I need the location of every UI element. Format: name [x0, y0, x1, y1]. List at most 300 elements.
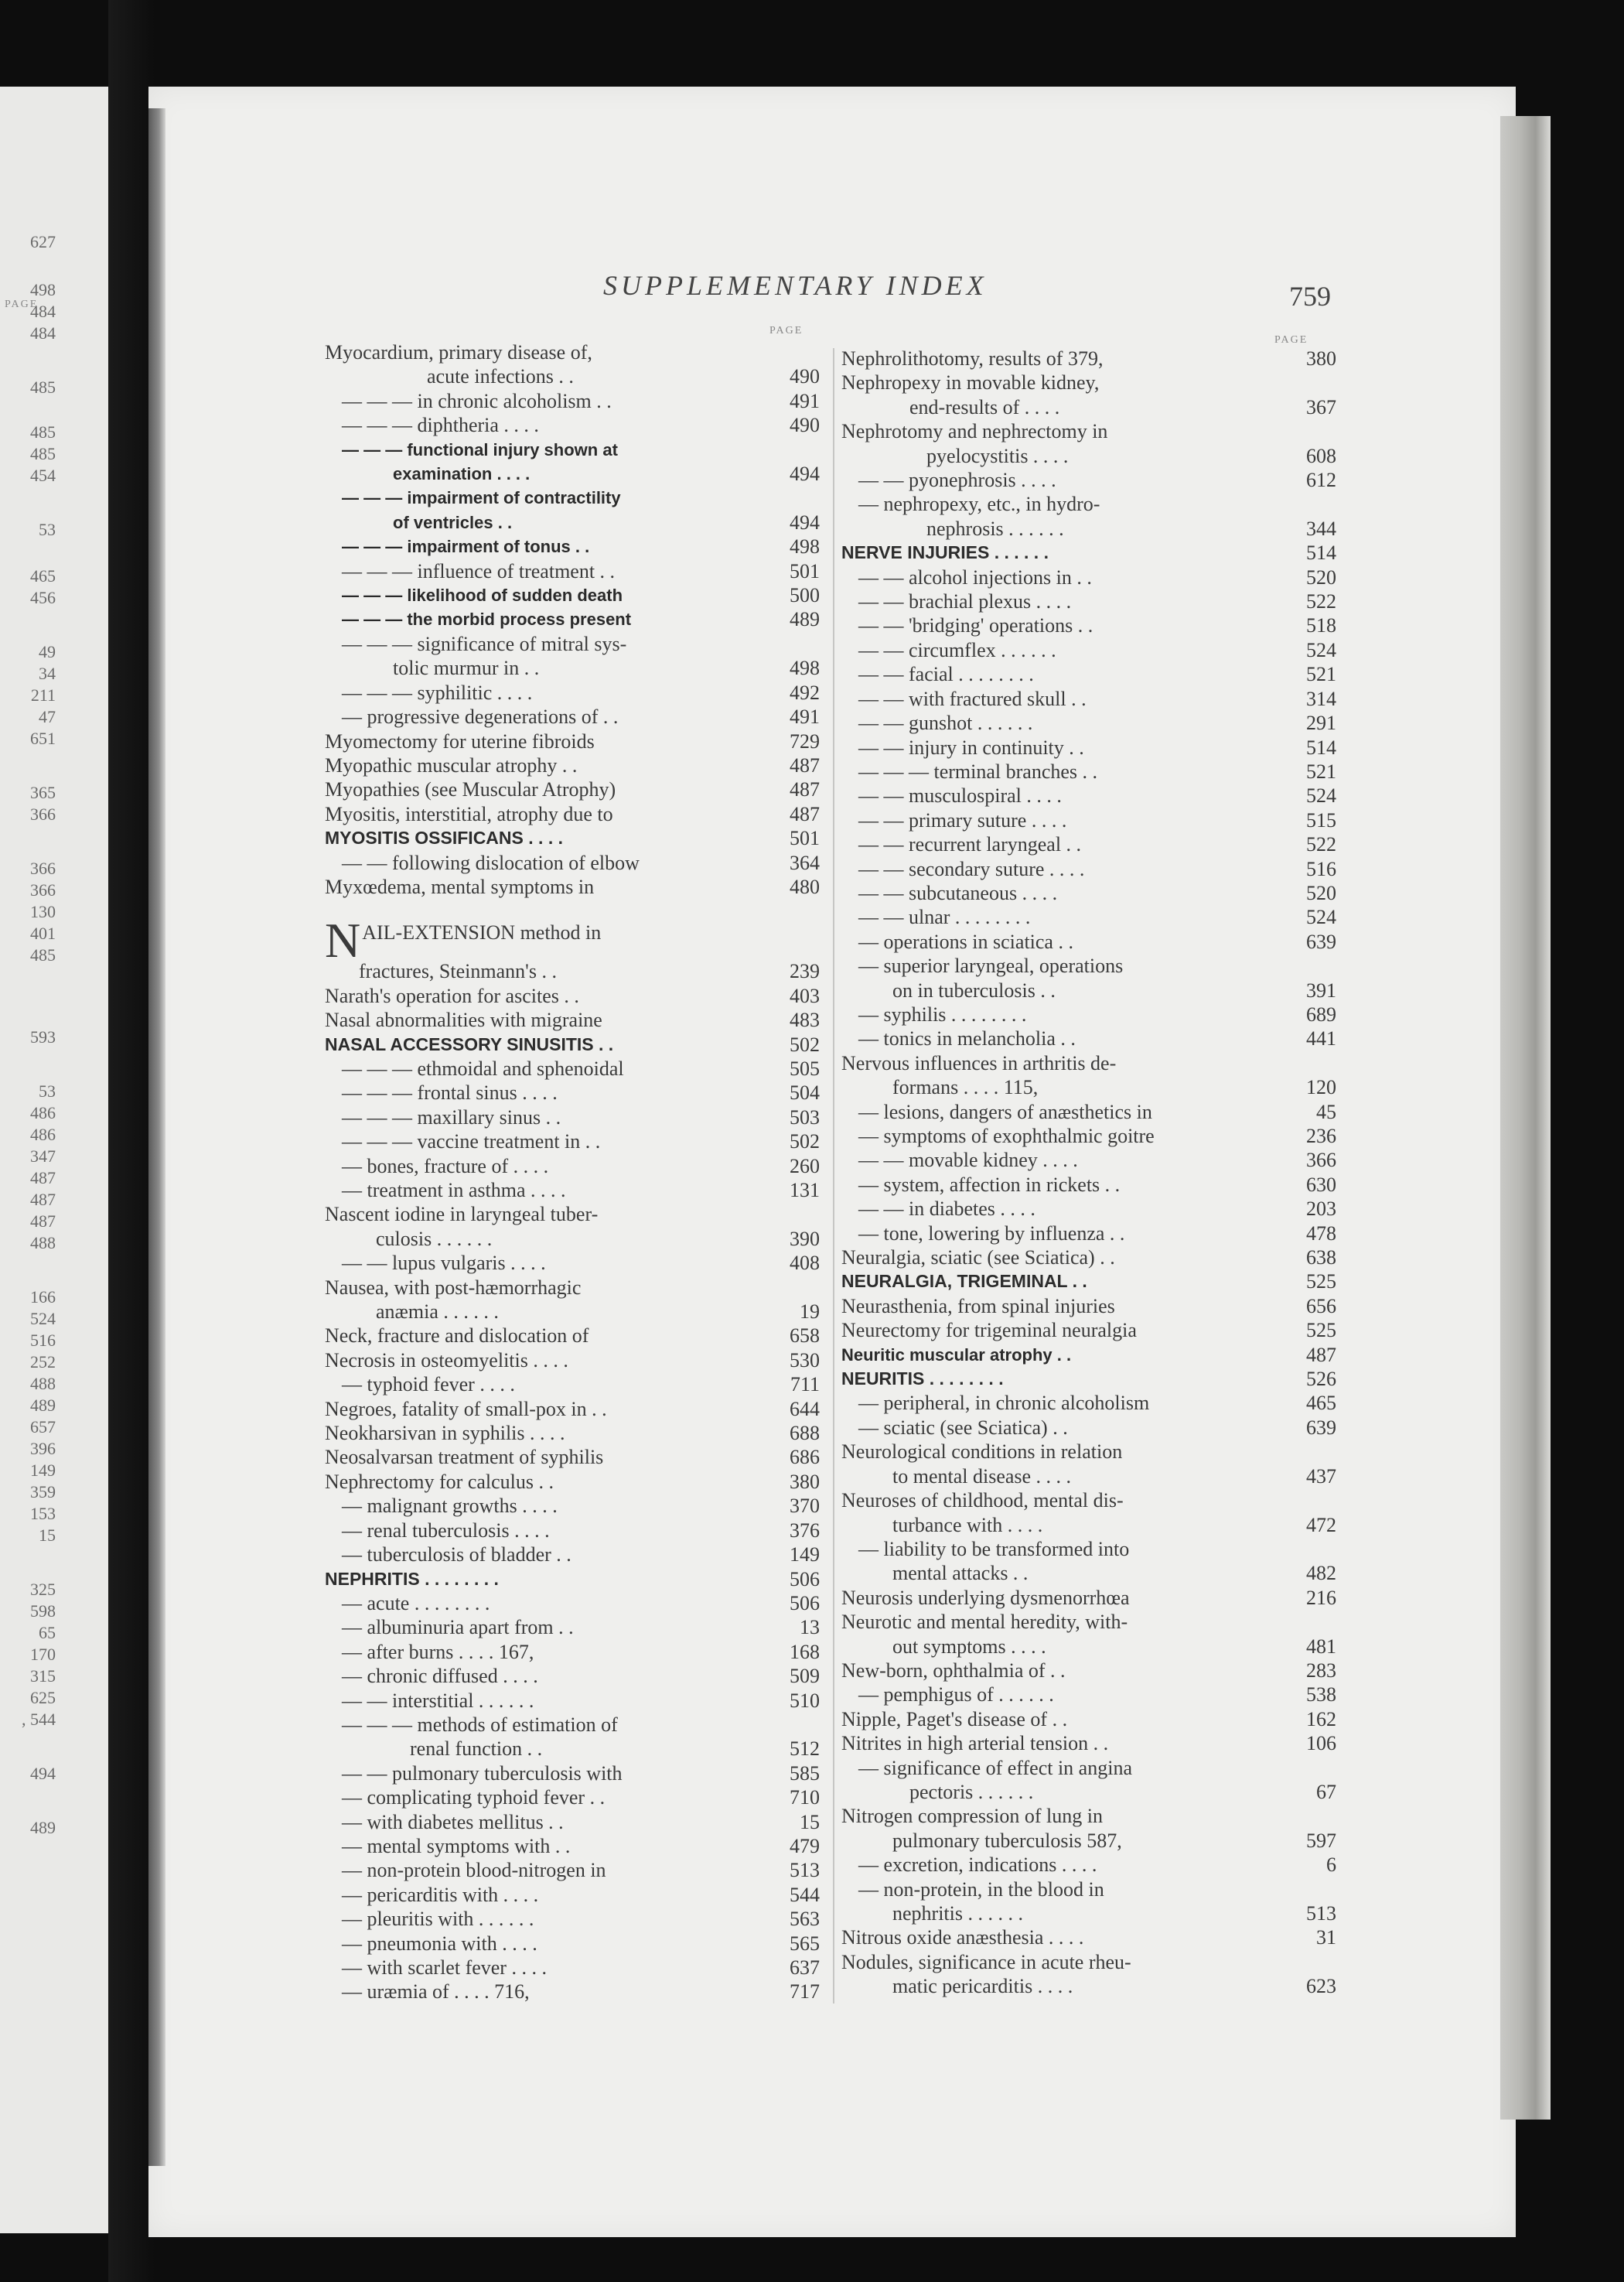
entry-label: AIL-EXTENSION method in: [362, 921, 602, 945]
drop-cap: N: [325, 921, 361, 960]
index-entry: [841, 1561, 1336, 1585]
entry-label: — with diabetes mellitus . .: [342, 1810, 564, 1833]
index-entry: [325, 1445, 820, 1469]
index-entry: [325, 1470, 820, 1494]
entry-page-ref: 505: [790, 1057, 820, 1080]
entry-label: — acute . . . . . . . .: [342, 1591, 490, 1614]
index-entry: [325, 462, 820, 486]
entry-page-ref: 441: [1306, 1027, 1336, 1050]
index-entry: [325, 364, 820, 388]
entry-page-ref: 565: [790, 1932, 820, 1955]
index-entry: [841, 930, 1336, 954]
left-page-number: 166: [30, 1287, 56, 1307]
entry-page-ref: 364: [790, 851, 820, 874]
entry-label: — bones, fracture of . . . .: [342, 1154, 549, 1177]
entry-page-ref: 689: [1306, 1003, 1336, 1026]
entry-label: nephritis . . . . . .: [892, 1902, 1023, 1925]
index-entry: [325, 583, 820, 607]
entry-page-ref: 500: [790, 584, 820, 607]
entry-label: — symptoms of exophthalmic goitre: [858, 1125, 1155, 1147]
left-page-number: 366: [30, 880, 56, 900]
entry-page-ref: 478: [1306, 1221, 1336, 1245]
entry-label: — — alcohol injections in . .: [858, 565, 1092, 589]
entry-label: Neosalvarsan treatment of syphilis: [325, 1446, 604, 1469]
entry-label: Neuroses of childhood, mental dis-: [841, 1489, 1124, 1512]
index-entry: [841, 1513, 1336, 1537]
entry-label: — lesions, dangers of anæsthetics in: [858, 1100, 1152, 1123]
index-entry: [325, 607, 820, 631]
entry-label: Myomectomy for uterine fibroids: [325, 729, 595, 753]
index-entry: [325, 1324, 820, 1348]
left-col-page-head: PAGE: [769, 325, 803, 336]
entry-text: [841, 1051, 1336, 1075]
entry-label: — — brachial plexus . . . .: [858, 590, 1072, 613]
entry-label: — — secondary suture . . . .: [858, 857, 1085, 880]
entry-page-ref: 168: [790, 1640, 820, 1663]
entry-page-ref: 344: [1306, 517, 1336, 540]
index-entry: [325, 1980, 820, 2004]
entry-page-ref: 437: [1306, 1464, 1336, 1488]
index-entry: [841, 565, 1336, 589]
entry-label: — — — likelihood of sudden death: [342, 586, 623, 606]
entry-label: — progressive degenerations of . .: [342, 705, 619, 729]
left-page-number: 593: [30, 1027, 56, 1047]
left-page-number: 401: [30, 924, 56, 943]
entry-page-ref: 711: [790, 1373, 820, 1396]
column-divider: [833, 348, 834, 2004]
entry-page-ref: 490: [790, 414, 820, 437]
index-entry: [325, 921, 820, 959]
left-page-number: 487: [30, 1211, 56, 1231]
index-entry: [841, 1318, 1336, 1342]
entry-text: [841, 1804, 1336, 1828]
index-entry: [325, 1105, 820, 1129]
entry-page-ref: 524: [1306, 784, 1336, 808]
entry-page-ref: 19: [800, 1300, 820, 1324]
index-entry: [841, 1075, 1336, 1099]
entry-label: Nephrolithotomy, results of 379,: [841, 347, 1104, 370]
left-page-number: 486: [30, 1125, 56, 1144]
entry-label: — — interstitial . . . . . .: [342, 1689, 534, 1712]
entry-page-ref: 483: [790, 1009, 820, 1032]
entry-page-ref: 717: [790, 1980, 820, 2004]
index-entry: [325, 632, 820, 656]
page-number: 759: [1289, 281, 1331, 312]
entry-page-ref: 494: [790, 463, 820, 486]
entry-page-ref: 472: [1306, 1513, 1336, 1536]
entry-text: [841, 419, 1336, 443]
entry-label: pulmonary tuberculosis 587,: [892, 1829, 1122, 1852]
entry-label: pectoris . . . . . .: [909, 1780, 1034, 1803]
entry-page-ref: 149: [790, 1543, 820, 1566]
index-entry: [325, 1542, 820, 1566]
entry-page-ref: 522: [1306, 833, 1336, 856]
entry-text: [841, 1488, 1336, 1512]
entry-page-ref: 366: [1306, 1149, 1336, 1172]
index-entry: [841, 1731, 1336, 1755]
entry-page-ref: 644: [790, 1397, 820, 1420]
index-entry: [325, 1397, 820, 1421]
entry-label: anæmia . . . . . .: [376, 1300, 499, 1324]
entry-text: [325, 632, 820, 656]
entry-page-ref: 509: [790, 1665, 820, 1688]
entry-page-ref: 391: [1306, 979, 1336, 1002]
entry-page-ref: 67: [1316, 1780, 1336, 1803]
entry-page-ref: 538: [1306, 1683, 1336, 1706]
entry-label: Myositis, interstitial, atrophy due to: [325, 802, 613, 825]
entry-page-ref: 612: [1306, 469, 1336, 492]
index-entry: [325, 802, 820, 826]
index-entry: [841, 589, 1336, 613]
entry-page-ref: 45: [1316, 1100, 1336, 1123]
entry-page-ref: 630: [1306, 1173, 1336, 1196]
left-page-head: PAGE: [5, 299, 39, 310]
left-page-number: 487: [30, 1190, 56, 1209]
page-stack-edge: [1500, 116, 1551, 2120]
entry-label: — — — functional injury shown at: [342, 439, 618, 459]
entry-label: — complicating typhoid fever . .: [342, 1786, 606, 1809]
entry-page-ref: 489: [790, 608, 820, 631]
index-entry: [841, 1197, 1336, 1221]
left-page-number: 456: [30, 588, 56, 607]
index-entry: [841, 1925, 1336, 1949]
entry-label: — — — vaccine treatment in . .: [342, 1130, 601, 1153]
left-page-number: 494: [30, 1764, 56, 1783]
index-entry: [325, 486, 820, 510]
left-page-numbers: [0, 87, 60, 2233]
index-entry: [841, 832, 1336, 856]
entry-text: [841, 1537, 1336, 1561]
index-column-left: [325, 340, 820, 2004]
entry-label: of ventricles . .: [393, 512, 513, 532]
left-page-number: 498: [30, 280, 56, 299]
entry-label: — — injury in continuity . .: [858, 736, 1084, 759]
index-entry: [841, 1537, 1336, 1561]
entry-page-ref: 639: [1306, 1416, 1336, 1439]
entry-label: — — movable kidney . . . .: [858, 1149, 1078, 1172]
index-entry: [325, 681, 820, 705]
entry-text: [841, 1756, 1336, 1780]
entry-label: — — with fractured skull . .: [858, 687, 1087, 710]
entry-label: — — — in chronic alcoholism . .: [342, 389, 612, 412]
index-entry: [841, 1635, 1336, 1659]
entry-label: Neurosis underlying dysmenorrhœa: [841, 1586, 1130, 1609]
entry-text: [841, 1877, 1336, 1901]
entry-page-ref: 656: [1306, 1294, 1336, 1317]
entry-page-ref: 506: [790, 1567, 820, 1590]
entry-text: [841, 1440, 1336, 1464]
entry-page-ref: 524: [1306, 906, 1336, 929]
left-page-number: 485: [30, 444, 56, 463]
entry-page-ref: 380: [1306, 347, 1336, 370]
entry-page-ref: 525: [1306, 1319, 1336, 1342]
index-entry: [325, 1033, 820, 1057]
entry-label: NERVE INJURIES . . . . . .: [841, 542, 1049, 563]
left-page-number: 651: [30, 729, 56, 748]
entry-page-ref: 479: [790, 1834, 820, 1857]
index-entry: [325, 1785, 820, 1809]
index-entry: [841, 1950, 1336, 1974]
entry-page-ref: 203: [1306, 1197, 1336, 1221]
index-entry: [325, 1883, 820, 1907]
entry-label: MYOSITIS OSSIFICANS . . . .: [325, 828, 563, 849]
left-page-number: 365: [30, 783, 56, 802]
entry-page-ref: 563: [790, 1908, 820, 1931]
entry-page-ref: 120: [1306, 1076, 1336, 1099]
entry-page-ref: 521: [1306, 760, 1336, 783]
entry-page-ref: 216: [1306, 1586, 1336, 1609]
index-entry: [841, 1391, 1336, 1415]
entry-page-ref: 498: [790, 657, 820, 680]
index-entry: [325, 1129, 820, 1153]
entry-page-ref: 131: [790, 1179, 820, 1201]
entry-page-ref: 506: [790, 1591, 820, 1614]
entry-label: Narath's operation for ascites . .: [325, 984, 579, 1007]
index-entry: [841, 1853, 1336, 1877]
index-entry: [841, 1974, 1336, 1998]
index-entry: [841, 905, 1336, 929]
entry-label: Neuritic muscular atrophy . .: [841, 1344, 1072, 1365]
entry-label: Nasal abnormalities with migraine: [325, 1009, 602, 1032]
entry-label: — system, affection in rickets . .: [858, 1173, 1121, 1196]
entry-label: Nausea, with post-hæmorrhagic: [325, 1276, 582, 1299]
entry-page-ref: 520: [1306, 565, 1336, 589]
left-page-number: 252: [30, 1352, 56, 1372]
index-entry: [841, 1901, 1336, 1925]
index-entry: [325, 1956, 820, 1980]
entry-label: matic pericarditis . . . .: [892, 1975, 1073, 1998]
section-gap: [325, 899, 820, 921]
entry-label: — — — terminal branches . .: [858, 760, 1098, 783]
entry-label: — pericarditis with . . . .: [342, 1883, 539, 1906]
left-page-number: 485: [30, 377, 56, 397]
entry-label: Nascent iodine in laryngeal tuber-: [325, 1203, 599, 1226]
entry-label: — — — influence of treatment . .: [342, 559, 616, 582]
entry-label: pyelocystitis . . . .: [926, 444, 1069, 467]
left-page-number: 170: [30, 1645, 56, 1664]
left-page-number: 153: [30, 1504, 56, 1523]
entry-label: — nephropexy, etc., in hydro-: [858, 493, 1100, 516]
index-entry: [325, 1615, 820, 1639]
entry-page-ref: 637: [790, 1956, 820, 1979]
index-entry: [325, 1591, 820, 1615]
index-entry: [841, 1804, 1336, 1828]
entry-page-ref: 291: [1306, 712, 1336, 735]
entry-text: [325, 486, 820, 510]
entry-page-ref: 13: [800, 1616, 820, 1639]
entry-label: — peripheral, in chronic alcoholism: [858, 1392, 1150, 1415]
index-entry: [325, 389, 820, 413]
index-entry: [325, 1834, 820, 1858]
entry-page-ref: 6: [1326, 1853, 1336, 1877]
entry-label: Nephrotomy and nephrectomy in: [841, 420, 1108, 443]
entry-label: — sciatic (see Sciatica) . .: [858, 1416, 1068, 1439]
entry-label: renal function . .: [410, 1737, 543, 1761]
entry-page-ref: 487: [790, 802, 820, 825]
entry-label: — typhoid fever . . . .: [342, 1373, 515, 1396]
index-entry: [325, 875, 820, 899]
entry-label: — — — impairment of tonus . .: [342, 537, 590, 557]
entry-label: — — — maxillary sinus . .: [342, 1105, 561, 1129]
index-entry: [841, 638, 1336, 662]
index-entry: [841, 1051, 1336, 1075]
left-page-number: 65: [39, 1623, 56, 1642]
index-entry: [325, 656, 820, 680]
entry-label: — — subcutaneous . . . .: [858, 881, 1058, 904]
index-entry: [325, 1761, 820, 1785]
index-entry: [325, 1081, 820, 1105]
index-entry: [841, 1829, 1336, 1853]
index-entry: [325, 1689, 820, 1713]
entry-label: — mental symptoms with . .: [342, 1834, 571, 1857]
left-page-number: 454: [30, 466, 56, 485]
index-entry: [841, 979, 1336, 1003]
entry-label: Myxœdema, mental symptoms in: [325, 875, 595, 898]
index-entry: [841, 1148, 1336, 1172]
entry-label: Neurectomy for trigeminal neuralgia: [841, 1319, 1137, 1342]
entry-label: — pneumonia with . . . .: [342, 1932, 537, 1955]
entry-page-ref: 498: [790, 535, 820, 559]
entry-page-ref: 501: [790, 827, 820, 850]
index-entry: [325, 1858, 820, 1882]
entry-page-ref: 492: [790, 681, 820, 704]
entry-text: [325, 438, 820, 462]
index-entry: [841, 1294, 1336, 1318]
index-entry: [841, 1586, 1336, 1610]
index-entry: [841, 662, 1336, 686]
index-entry: [325, 1202, 820, 1226]
index-entry: [325, 729, 820, 753]
entry-text: [325, 1202, 820, 1226]
entry-label: — — following dislocation of elbow: [342, 851, 640, 874]
index-entry: [841, 1756, 1336, 1780]
index-entry: [841, 1245, 1336, 1269]
index-entry: [841, 1610, 1336, 1634]
index-entry: [325, 1227, 820, 1251]
index-entry: [325, 1664, 820, 1688]
index-entry: [325, 1008, 820, 1032]
entry-label: formans . . . . 115,: [892, 1076, 1039, 1099]
entry-label: — — — frontal sinus . . . .: [342, 1081, 558, 1105]
left-page-number: 489: [30, 1818, 56, 1837]
entry-text: [841, 1610, 1336, 1634]
index-entry: [841, 347, 1336, 371]
index-entry: [325, 1348, 820, 1372]
entry-label: Nipple, Paget's disease of . .: [841, 1707, 1068, 1730]
entry-label: Myocardium, primary disease of,: [325, 341, 592, 364]
left-page-number: 627: [30, 232, 56, 251]
index-entry: [841, 711, 1336, 735]
entry-label: — tuberculosis of bladder . .: [342, 1543, 571, 1566]
index-entry: [325, 559, 820, 583]
index-entry: [841, 1343, 1336, 1367]
index-entry: [841, 736, 1336, 760]
entry-label: to mental disease . . . .: [892, 1464, 1072, 1488]
entry-label: — tonics in melancholia . .: [858, 1027, 1076, 1050]
index-entry: [325, 826, 820, 850]
index-entry: [841, 517, 1336, 541]
index-column-right: [841, 347, 1336, 1999]
index-entry: [841, 784, 1336, 808]
entry-label: turbance with . . . .: [892, 1513, 1043, 1536]
index-entry: [325, 1300, 820, 1324]
index-entry: [841, 857, 1336, 881]
index-entry: [325, 705, 820, 729]
entry-label: — — — ethmoidal and sphenoidal: [342, 1057, 624, 1080]
entry-label: — excretion, indications . . . .: [858, 1853, 1097, 1877]
entry-page-ref: 260: [790, 1154, 820, 1177]
left-page-number: 211: [30, 685, 56, 705]
right-col-page-head: PAGE: [1274, 334, 1308, 346]
entry-label: Neurotic and mental heredity, with-: [841, 1611, 1128, 1634]
entry-label: Negroes, fatality of small-pox in . .: [325, 1397, 607, 1420]
entry-label: — — 'bridging' operations . .: [858, 614, 1093, 637]
left-page-number: 484: [30, 302, 56, 321]
index-entry: [325, 1494, 820, 1518]
entry-label: — renal tuberculosis . . . .: [342, 1518, 550, 1542]
entry-label: end-results of . . . .: [909, 395, 1060, 418]
entry-label: — superior laryngeal, operations: [858, 955, 1124, 978]
index-entry: [841, 760, 1336, 784]
index-entry: [325, 1178, 820, 1202]
left-page-number: 486: [30, 1103, 56, 1122]
index-entry: [325, 438, 820, 462]
index-entry: [841, 468, 1336, 492]
entry-label: Neck, fracture and dislocation of: [325, 1324, 589, 1348]
entry-page-ref: 482: [1306, 1562, 1336, 1585]
left-page-number: 53: [39, 1081, 56, 1101]
entry-label: — — pyonephrosis . . . .: [858, 469, 1056, 492]
entry-label: nephrosis . . . . . .: [926, 517, 1064, 540]
entry-page-ref: 236: [1306, 1125, 1336, 1147]
entry-label: culosis . . . . . .: [376, 1227, 493, 1250]
entry-label: Nervous influences in arthritis de-: [841, 1051, 1117, 1074]
entry-label: Neurasthenia, from spinal injuries: [841, 1294, 1115, 1317]
entry-page-ref: 520: [1306, 881, 1336, 904]
entry-page-ref: 526: [1306, 1368, 1336, 1391]
entry-page-ref: 487: [790, 778, 820, 801]
entry-page-ref: 481: [1306, 1635, 1336, 1658]
entry-label: — — — diphtheria . . . .: [342, 414, 539, 437]
entry-page-ref: 283: [1306, 1659, 1336, 1682]
entry-label: — — gunshot . . . . . .: [858, 712, 1033, 735]
index-entry: [841, 419, 1336, 443]
index-entry: [841, 808, 1336, 832]
entry-label: — liability to be transformed into: [858, 1537, 1130, 1560]
left-page-number: 396: [30, 1439, 56, 1458]
entry-page-ref: 367: [1306, 395, 1336, 418]
index-entry: [325, 1640, 820, 1664]
index-entry: [325, 1713, 820, 1737]
entry-label: fractures, Steinmann's . .: [359, 960, 557, 983]
index-entry: [841, 1659, 1336, 1682]
left-page-number: 465: [30, 566, 56, 586]
left-page-number: 15: [39, 1525, 56, 1545]
index-entry: [841, 1124, 1336, 1148]
index-entry: [325, 777, 820, 801]
index-entry: [841, 1682, 1336, 1706]
entry-label: — albuminuria apart from . .: [342, 1616, 574, 1639]
entry-label: NEPHRITIS . . . . . . . .: [325, 1568, 499, 1589]
left-page-number: 34: [39, 664, 56, 683]
index-entry: [325, 1810, 820, 1834]
entry-page-ref: 491: [790, 705, 820, 729]
entry-page-ref: 686: [790, 1446, 820, 1469]
entry-label: — chronic diffused . . . .: [342, 1665, 538, 1688]
entry-label: — malignant growths . . . .: [342, 1495, 558, 1518]
entry-label: Neuralgia, sciatic (see Sciatica) . .: [841, 1246, 1115, 1269]
entry-page-ref: 390: [790, 1227, 820, 1250]
